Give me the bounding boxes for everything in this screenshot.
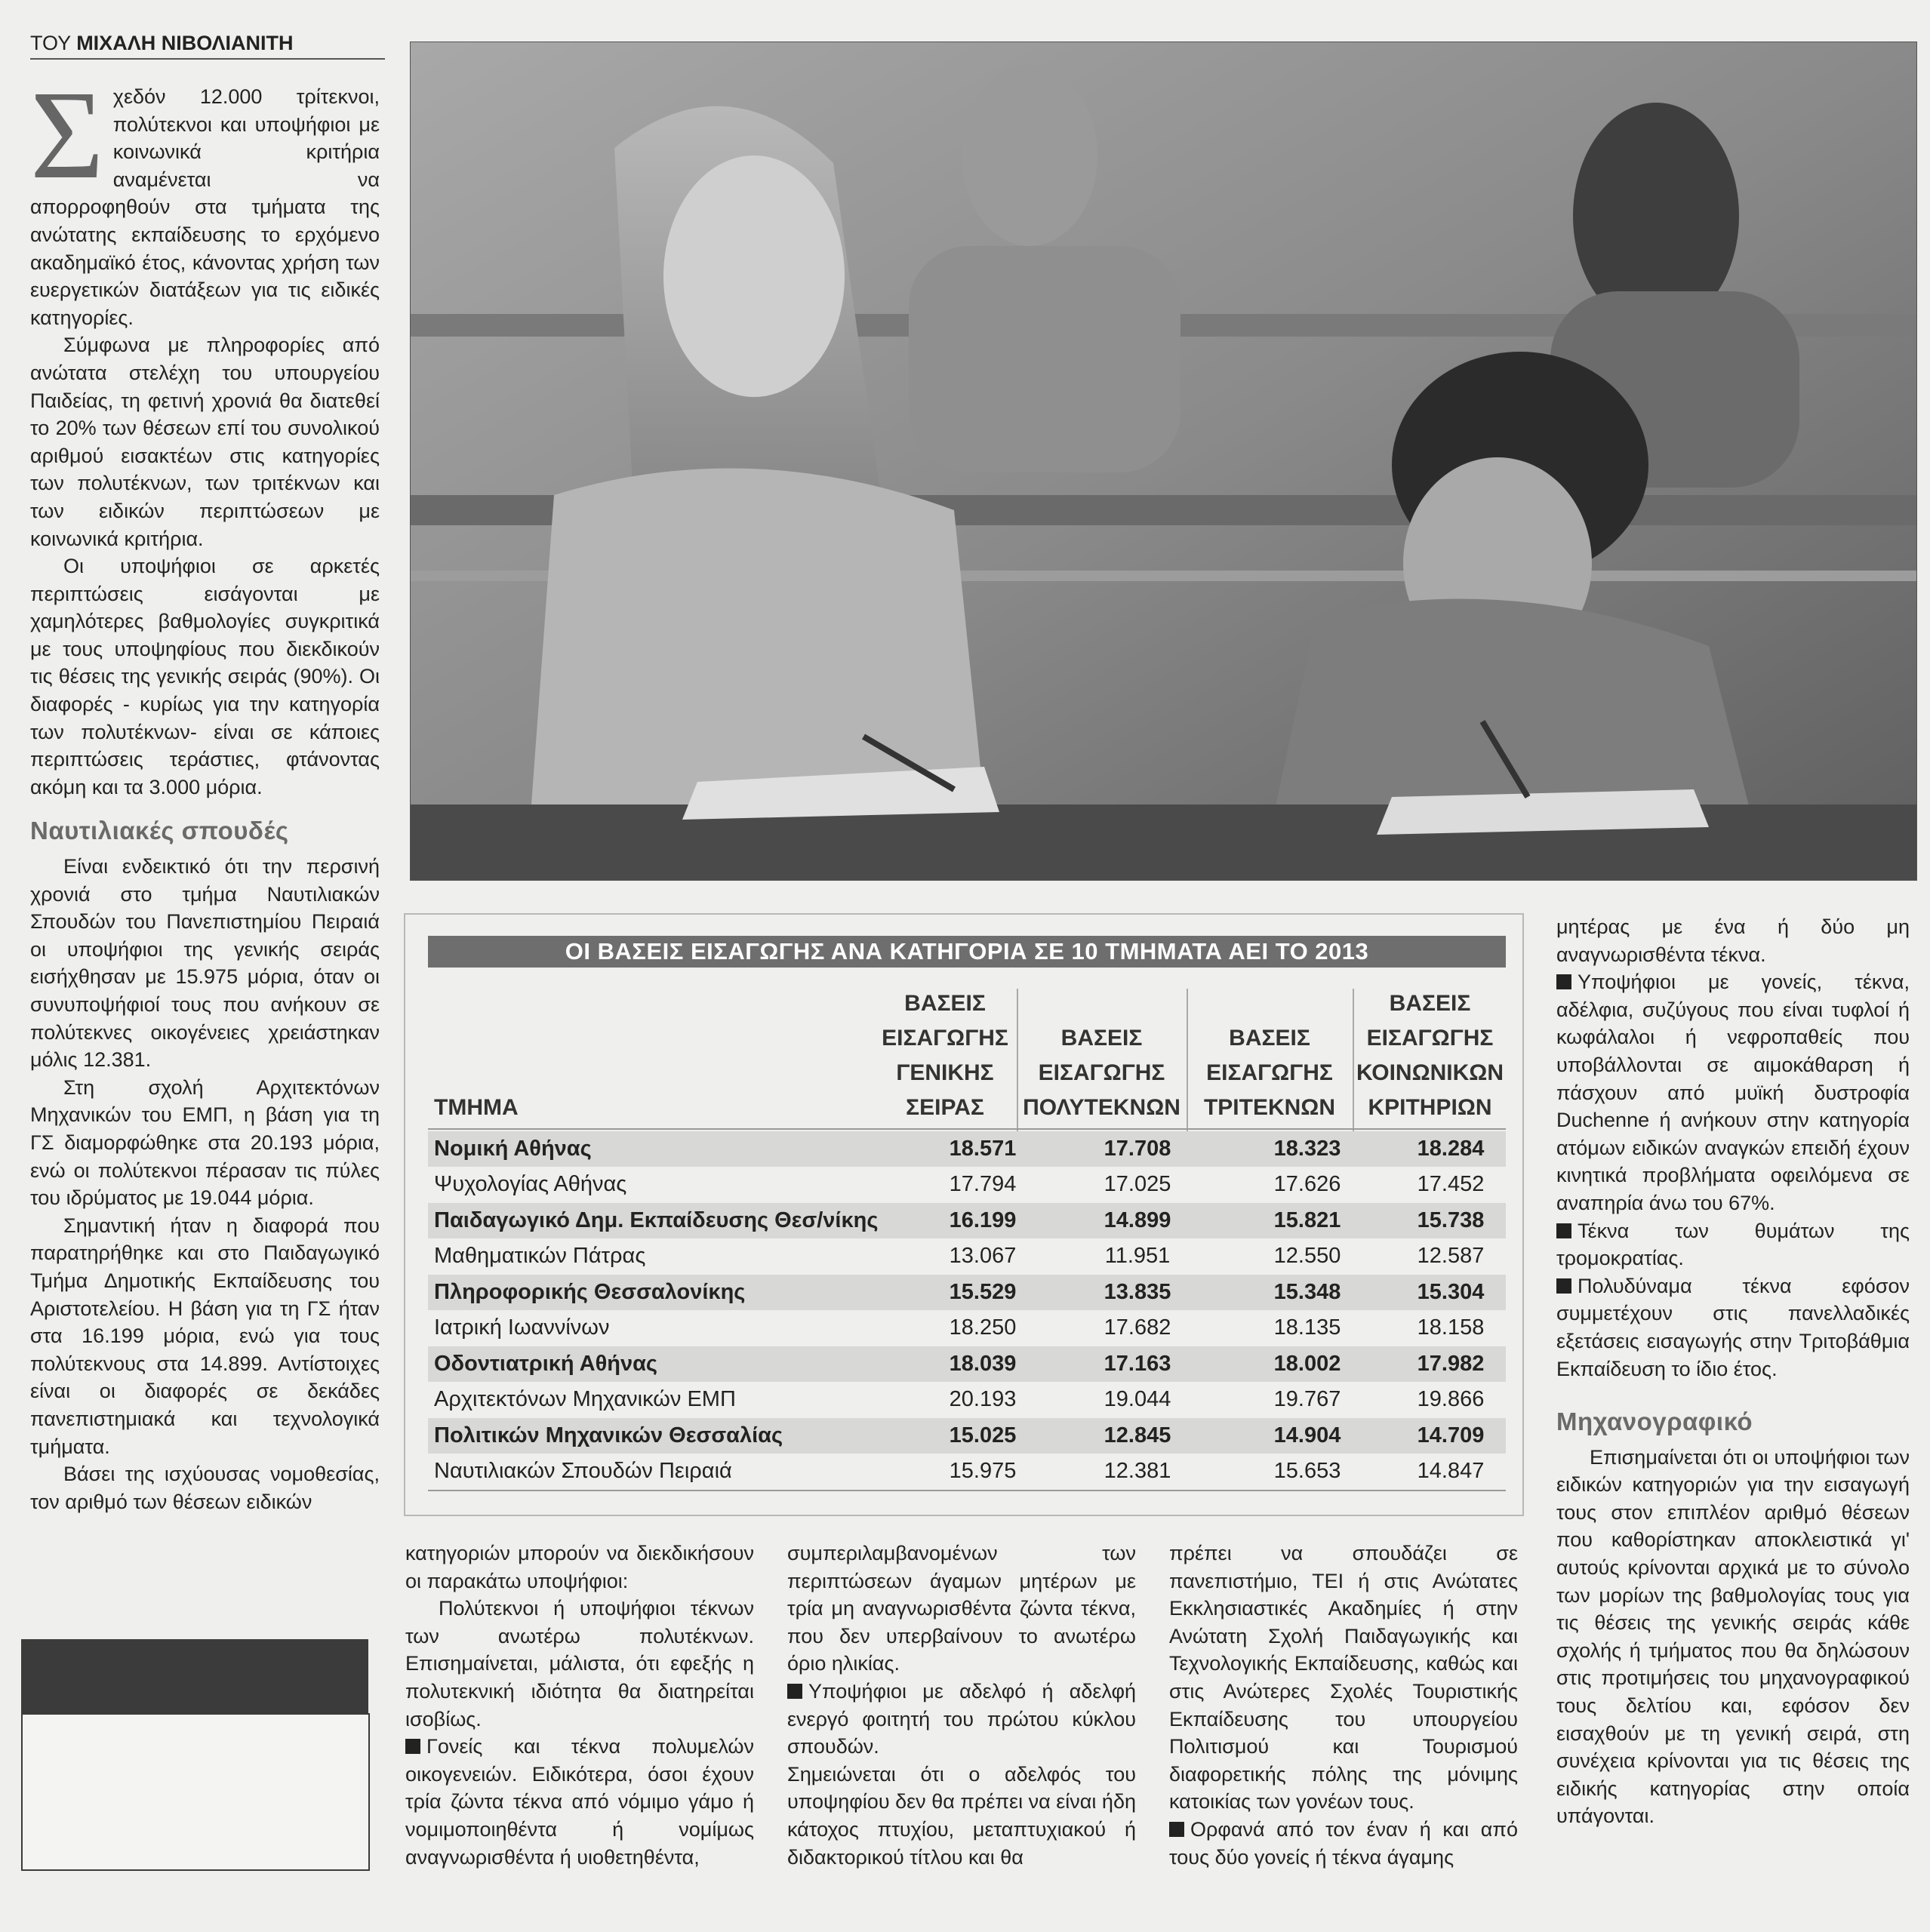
header-koinonikon: ΒΑΣΕΙΣ ΕΙΣΑΓΩΓΗΣ ΚΟΙΝΩΝΙΚΩΝ ΚΡΙΤΗΡΙΩΝ (1356, 991, 1504, 1120)
header-tmima: ΤΜΗΜΑ (434, 1095, 519, 1120)
paragraph: Πολύτεκνοι ή υποψήφιοι τέκνων των ανωτέρω πολυτέκνων. Επισημαίνεται, μάλιστα, ότι εφεξής η πολυτεκνική ιδιότητα θα διατηρείται ισοβίως. (405, 1597, 754, 1730)
paragraph: Σημαντική ήταν η διαφορά που παρατηρήθηκε και στο Παιδαγωγικό Τμήμα Δημοτικής Εκπαίδευσης του Αριστοτελείου. Η βάση για τη ΓΣ ήταν στα 16.199 μόρια, ενώ για τους πολύτεκνους στα 14.899. Αντίστοιχες είναι οι διαφορές σε δεκάδες πανεπιστημιακά και τεχνολογικά τμήματα. (30, 1214, 380, 1458)
bullet-square-icon (405, 1739, 420, 1754)
dropcap: Σ (30, 65, 104, 205)
article-column-3 (787, 1540, 1136, 1871)
classroom-students-photo-icon (411, 42, 1916, 880)
row-separator (428, 1128, 1506, 1130)
subheading-michanografiko: Μηχανογραφικό (1556, 1407, 1753, 1436)
admission-table (404, 913, 1524, 1516)
bullet-square-icon (1169, 1822, 1184, 1837)
row-separator (428, 1490, 1506, 1491)
paragraph: Είναι ενδεικτικό ότι την περσινή χρονιά στο τμήμα Ναυτιλιακών Σπουδών του Πανεπιστημίου Πειραιά οι υποψήφιοι της γενικής σειράς εισήχθησαν με 15.975 μόρια, όταν οι συνυποψήφιοί τους που ανήκουν σε πολύτεκνες οικογένειες χρειάστηκαν μόλις 12.381. (30, 855, 380, 1072)
bullet-paragraph: Υποψήφιοι με γονείς, τέκνα, αδέλφια, συζύγους που είναι τυφλοί ή κωφάλαλοι ή νεφροπαθείς που υποβάλλονται σε αιμοκάθαρση ή πάσχουν από μυϊκή δυστροφία Duchenne ή ανήκουν στην κατηγορία ατόμων ειδικών αναγκών επειδή έχουν κινητικά προβλήματα οφειλόμενα σε αναπηρία άνω του 67%. (1556, 971, 1910, 1214)
article-column-1 (30, 65, 380, 1515)
header-triteknon: ΒΑΣΕΙΣ ΕΙΣΑΓΩΓΗΣ ΤΡΙΤΕΚΝΩΝ (1203, 1026, 1336, 1120)
byline-author: ΜΙΧΑΛΗ ΝΙΒΟΛΙΑΝΙΤΗ (76, 32, 294, 54)
bullet-paragraph: Ορφανά από τον έναν ή και από τους δύο γονείς ή τέκνα άγαμης (1169, 1817, 1518, 1869)
bullet-paragraph: Γονείς και τέκνα πολυμελών οικογενειών. Ειδικότερα, όσοι έχουν τρία ζώντα τέκνα από νόμιμο γάμο ή νομιμοποιηθέντα ή νομίμως αναγνωρισθέντα ή υιοθετηθέντα, (405, 1735, 754, 1869)
table-row: Πληροφορικής Θεσσαλονίκης 15.529 13.835 15.348 15.304 (428, 1275, 1506, 1310)
bullet-paragraph: Τέκνα των θυμάτων της τρομοκρατίας. (1556, 1219, 1910, 1270)
subheading-nautiliakes: Ναυτιλιακές σπουδές (30, 817, 289, 845)
dark-box (21, 1639, 368, 1713)
table-row: Νομική Αθήνας 18.571 17.708 18.323 18.284 (428, 1131, 1506, 1167)
article-column-5 (1556, 913, 1910, 1830)
paragraph: συμπεριλαμβανομένων των περιπτώσεων άγαμων μητέρων με τρία μη αναγνωρισθέντα ζώντα τέκνα, που δεν υπερβαίνουν το ανωτέρω όριο ηλικίας. (787, 1542, 1136, 1675)
bullet-square-icon (1556, 1223, 1571, 1238)
header-geniki: ΒΑΣΕΙΣ ΕΙΣΑΓΩΓΗΣ ΓΕΝΙΚΗΣ ΣΕΙΡΑΣ (882, 991, 1008, 1120)
paragraph: κατηγοριών μπορούν να διεκδικήσουν οι παρακάτω υποψήφιοι: (405, 1542, 754, 1592)
article-column-2 (405, 1540, 754, 1871)
paragraph: Στη σχολή Αρχιτεκτόνων Μηχανικών του ΕΜΠ, η βάση για τη ΓΣ διαμορφώθηκε στα 20.193 μόρια, ενώ οι πολύτεκνοι πέρασαν τις πύλες του ιδρύματος με 19.044 μόρια. (30, 1075, 380, 1210)
bullet-paragraph: Πολυδύναμα τέκνα εφόσον συμμετέχουν στις πανελλαδικές εξετάσεις εισαγωγής στην Τριτοβάθμια Εκπαίδευση το ίδιο έτος. (1556, 1274, 1910, 1380)
table-row: Αρχιτεκτόνων Μηχανικών ΕΜΠ 20.193 19.044 19.767 19.866 (434, 1387, 1485, 1411)
bullet-paragraph: Υποψήφιοι με αδελφό ή αδελφή ενεργό φοιτητή του πρώτου κύκλου σπουδών. (787, 1679, 1136, 1758)
paragraph: Επισημαίνεται ότι οι υποψήφιοι των ειδικών κατηγοριών για την εισαγωγή τους στον επιπλέον αριθμό θέσεων που καθορίστηκαν αποκλειστικά γι' αυτούς κρίνονται αρχικά με το σύνολο των μορίων της βαθμολογίας τους για τις θέσεις της γενικής σειράς κάθε σχολής ή τμήματος που θα δηλώσουν στις προτιμήσεις του μηχανογραφικού τους δελτίου και, εφόσον δεν εισαχθούν με τη γενική σειρά, στη συνέχεια κρίνονται για τις θέσεις της ειδικής κατηγορίας στην οποία υπάγονται. (1556, 1445, 1910, 1828)
paragraph: μητέρας με ένα ή δύο μη αναγνωρισθέντα τέκνα. (1556, 915, 1910, 966)
classroom-photo (410, 42, 1917, 881)
article-column-4 (1169, 1540, 1518, 1871)
bullet-square-icon (1556, 974, 1571, 989)
table-row: Μαθηματικών Πάτρας 13.067 11.951 12.550 12.587 (434, 1244, 1485, 1268)
table-row: Παιδαγωγικό Δημ. Εκπαίδευσης Θεσ/νίκης 16.199 14.899 15.821 15.738 (428, 1203, 1506, 1238)
table-row: Ναυτιλιακών Σπουδών Πειραιά 15.975 12.381 15.653 14.847 (434, 1459, 1485, 1483)
paragraph: πρέπει να σπουδάζει σε πανεπιστήμιο, ΤΕΙ ή στις Ανώτατες Εκκλησιαστικές Ακαδημίες ή στην Ανώτατη Σχολή Παιδαγωγικής και Τεχνολογικής Εκπαίδευσης, καθώς και στις Ανώτερες Σχολές Τουριστικής Εκπαίδευσης του υπουργείου Πολιτισμού και Τουρισμού διαφορετικής πόλης της μόνιμης κατοικίας των γονέων τους. (1169, 1542, 1518, 1814)
table-title: ΟΙ ΒΑΣΕΙΣ ΕΙΣΑΓΩΓΗΣ ΑΝΑ ΚΑΤΗΓΟΡΙΑ ΣΕ 10 ΤΜΗΜΑΤΑ ΑΕΙ ΤΟ 2013 (428, 936, 1506, 968)
byline-prefix: ΤΟΥ (30, 32, 71, 54)
bullet-square-icon (787, 1684, 802, 1699)
table-row: Ιατρική Ιωαννίνων 18.250 17.682 18.135 18.158 (434, 1315, 1485, 1340)
paragraph: Σύμφωνα με πληροφορίες από ανώτατα στελέχη του υπουργείου Παιδείας, τη φετινή χρονιά θα διατεθεί το 20% των θέσεων επί του συνολικού αριθμού εισακτέων στις κατηγορίες των πολυτέκνων, των τριτέκνων και των ειδικών περιπτώσεων με κοινωνικά κριτήρια. (30, 334, 380, 550)
byline (30, 32, 385, 60)
paragraph: Οι υποψήφιοι σε αρκετές περιπτώσεις εισάγονται με χαμηλότερες βαθμολογίες συγκριτικά με τους υποψηφίους που διεκδικούν τις θέσεις της γενικής σειράς (90%). Οι διαφορές - κυρίως για την κατηγορία των πολυτέκνων- είναι σε κάποιες περιπτώσεις τεράστιες, φτάνοντας ακόμη και τα 3.000 μόρια. (30, 555, 380, 798)
header-polyteknon: ΒΑΣΕΙΣ ΕΙΣΑΓΩΓΗΣ ΠΟΛΥΤΕΚΝΩΝ (1023, 1026, 1180, 1120)
bullet-square-icon (1556, 1278, 1571, 1294)
paragraph: Βάσει της ισχύουσας νομοθεσίας, τον αριθμό των θέσεων ειδικών (30, 1463, 380, 1513)
table-row: Οδοντιατρική Αθήνας 18.039 17.163 18.002 17.982 (428, 1346, 1506, 1382)
empty-box (21, 1713, 370, 1871)
paragraph: Σημειώνεται ότι ο αδελφός του υποψηφίου δεν θα πρέπει να είναι ήδη κάτοχος πτυχίου, μεταπτυχιακού ή διδακτορικού τίτλου και θα (787, 1762, 1136, 1869)
table-row: Πολιτικών Μηχανικών Θεσσαλίας 15.025 12.845 14.904 14.709 (428, 1418, 1506, 1454)
table-row: Ψυχολογίας Αθήνας 17.794 17.025 17.626 17.452 (434, 1172, 1485, 1196)
paragraph: χεδόν 12.000 τρίτεκνοι, πολύτεκνοι και υποψήφιοι με κοινωνικά κριτήρια αναμένεται να απορροφηθούν στα τμήματα της ανώτατης εκπαίδευσης το ερχόμενο ακαδημαϊκό έτος, κάνοντας χρήση των ευεργετικών διατάξεων για τις ειδικές κατηγορίες. (30, 85, 380, 329)
